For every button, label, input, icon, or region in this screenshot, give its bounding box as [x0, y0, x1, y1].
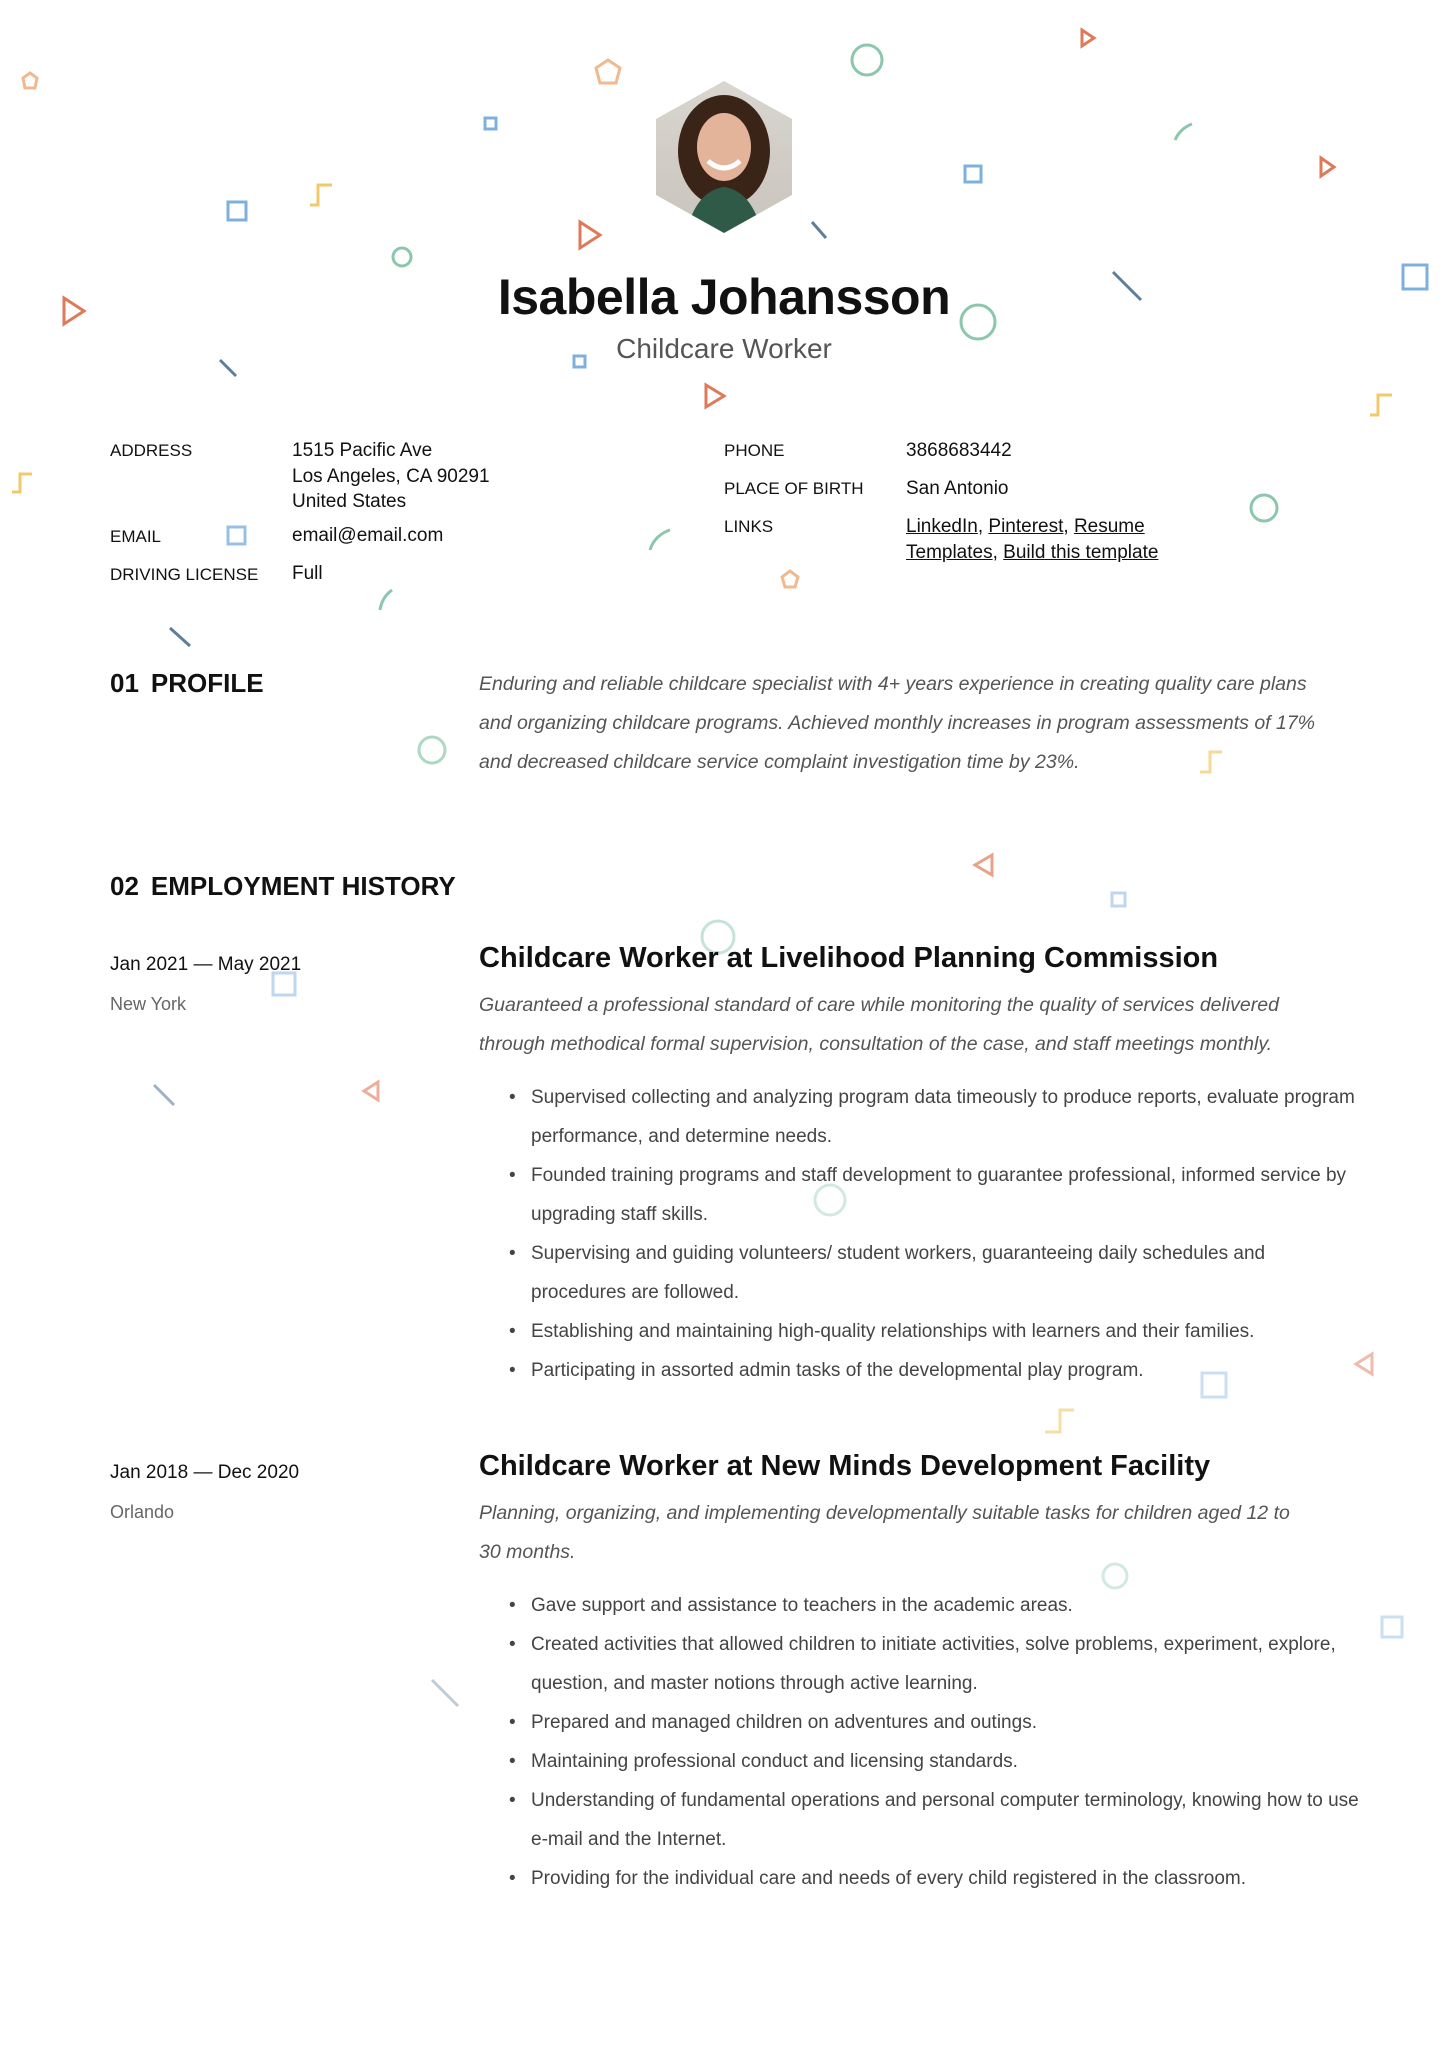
- profile-section: [110, 665, 1360, 782]
- address-line: Los Angeles, CA 90291: [292, 465, 490, 487]
- step-shape: [310, 185, 332, 205]
- profile-summary: [479, 665, 1360, 782]
- triangle-shape: [1321, 158, 1334, 176]
- summary-line: and organizing childcare programs. Achieved monthly increases in program assessments of 17%: [479, 712, 1316, 734]
- pentagon-shape: [596, 60, 620, 83]
- section-number: 01: [110, 668, 139, 698]
- job-entry: [110, 1446, 1360, 1898]
- bullet-item: • Establishing and maintaining high-quality relationships with learners and their families.: [509, 1312, 1360, 1351]
- square-shape: [228, 202, 246, 220]
- step-shape: [1370, 395, 1392, 415]
- address-line: United States: [292, 491, 407, 512]
- license-label: DRIVING LICENSE: [110, 565, 259, 584]
- arc-shape: [380, 590, 392, 610]
- job-description: [479, 986, 1360, 1064]
- pentagon-shape: [782, 571, 798, 587]
- description-line: 30 months.: [479, 1541, 576, 1563]
- job-description: [479, 1494, 1360, 1572]
- description-line: through methodical formal supervision, consultation of the case, and staff meetings monthly.: [479, 1033, 1273, 1055]
- bullet-item: • Prepared and managed children on adventures and outings.: [509, 1703, 1360, 1742]
- step-shape: [12, 474, 32, 492]
- license-value: Full: [292, 563, 323, 584]
- circle-shape: [1251, 495, 1277, 521]
- arc-shape: [650, 530, 670, 550]
- dash-shape: [170, 628, 190, 646]
- job-title: Childcare Worker at Livelihood Planning Commission: [479, 942, 1219, 974]
- square-shape: [1382, 1617, 1402, 1637]
- section-title: PROFILE: [150, 668, 264, 698]
- triangle-shape: [1082, 30, 1094, 46]
- phone-label: PHONE: [724, 441, 785, 460]
- links-label: LINKS: [724, 517, 774, 536]
- main-content: [110, 665, 1360, 1954]
- job-title: Childcare Worker at New Minds Development Facility: [479, 1450, 1211, 1482]
- candidate-name: Isabella Johansson: [497, 269, 951, 325]
- description-line: Guaranteed a professional standard of care while monitoring the quality of services delivered: [479, 994, 1279, 1016]
- arc-shape: [1175, 124, 1192, 140]
- candidate-job-title: Childcare Worker: [616, 333, 832, 364]
- job-city: Orlando: [110, 1502, 175, 1522]
- job-city: New York: [110, 994, 187, 1014]
- address-value: [292, 438, 490, 515]
- link-linkedin[interactable]: LinkedIn: [906, 516, 978, 537]
- bullet-item: • Supervising and guiding volunteers/ student workers, guaranteeing daily schedules and procedures are followed.: [509, 1234, 1360, 1312]
- triangle-shape: [706, 385, 724, 407]
- job-bullets: [509, 1078, 1360, 1390]
- email-label: EMAIL: [110, 527, 162, 546]
- bullet-item: • Understanding of fundamental operations and personal computer terminology, knowing how to use e-mail and the Internet.: [509, 1781, 1360, 1859]
- birth-value: San Antonio: [906, 478, 1009, 499]
- links-list: LinkedIn, Pinterest, Resume Templates, Build this template: [906, 516, 1159, 563]
- description-line: Planning, organizing, and implementing developmentally suitable tasks for children aged 12 to: [479, 1502, 1290, 1524]
- job-bullets: [509, 1586, 1360, 1898]
- bullet-item: • Created activities that allowed children to initiate activities, solve problems, experiment, explore, question, and master notions through active learning.: [509, 1625, 1360, 1703]
- job-dates: Jan 2021 — May 2021: [110, 954, 302, 975]
- bullet-item: • Providing for the individual care and needs of every child registered in the classroom.: [509, 1859, 1360, 1898]
- section-title: EMPLOYMENT HISTORY: [150, 871, 456, 901]
- bullet-item: • Supervised collecting and analyzing program data timeously to produce reports, evaluate program performance, and determine needs.: [509, 1078, 1360, 1156]
- triangle-shape: [580, 222, 600, 248]
- square-shape: [485, 118, 496, 129]
- section-number: 02: [110, 871, 139, 901]
- link-pinterest[interactable]: Pinterest: [988, 516, 1064, 537]
- employment-heading: [110, 868, 1360, 904]
- job-entry: [110, 938, 1360, 1390]
- job-body: [479, 938, 1360, 1390]
- bullet-item: • Maintaining professional conduct and licensing standards.: [509, 1742, 1360, 1781]
- job-meta: [110, 1446, 479, 1524]
- link-build-template[interactable]: Build this template: [1003, 541, 1159, 563]
- phone-value: 3868683442: [906, 440, 1012, 461]
- job-dates: Jan 2018 — Dec 2020: [110, 1462, 300, 1483]
- address-label: ADDRESS: [110, 441, 193, 460]
- profile-heading: [110, 665, 479, 701]
- bullet-item: • Gave support and assistance to teachers in the academic areas.: [509, 1586, 1360, 1625]
- dash-shape: [812, 222, 826, 238]
- job-body: [479, 1446, 1360, 1898]
- job-meta: [110, 938, 479, 1016]
- square-shape: [228, 527, 245, 544]
- summary-line: Enduring and reliable childcare specialist with 4+ years experience in creating quality care plans: [479, 673, 1307, 695]
- circle-shape: [393, 248, 411, 266]
- address-line: 1515 Pacific Ave: [292, 440, 433, 461]
- bullet-item: • Founded training programs and staff development to guarantee professional, informed service by upgrading staff skills.: [509, 1156, 1360, 1234]
- circle-shape: [852, 45, 882, 75]
- link-resume-templates[interactable]: Resume Templates: [906, 516, 1145, 563]
- email-value: email@email.com: [292, 525, 444, 546]
- birth-label: PLACE OF BIRTH: [724, 479, 864, 498]
- bullet-item: • Participating in assorted admin tasks of the developmental play program.: [509, 1351, 1360, 1390]
- square-shape: [965, 166, 981, 182]
- summary-line: and decreased childcare service complaint investigation time by 23%.: [479, 751, 1080, 773]
- pentagon-shape: [23, 73, 37, 88]
